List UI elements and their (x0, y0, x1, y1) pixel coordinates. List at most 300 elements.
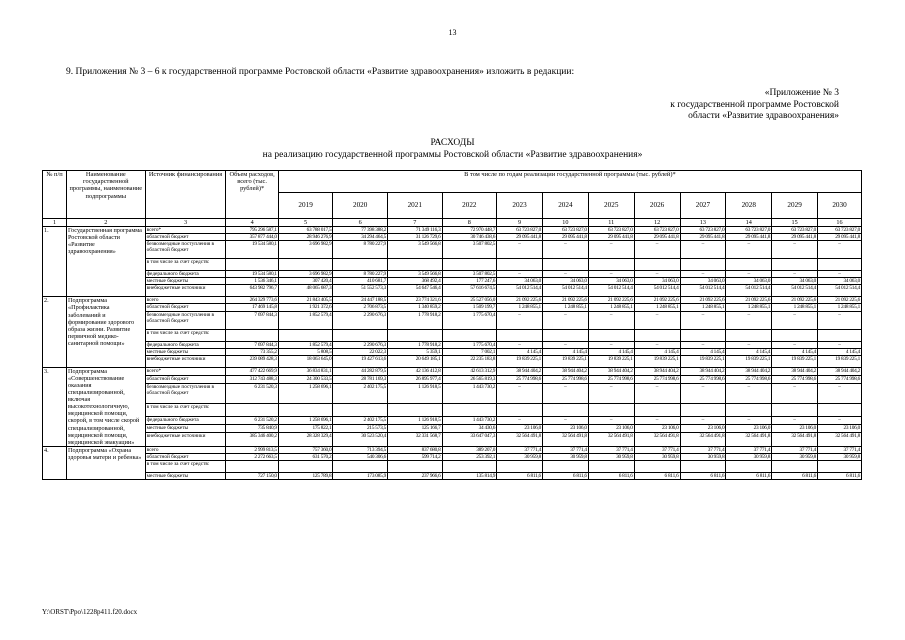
year-value: 19 839 225,1 (726, 355, 772, 367)
year-value (588, 329, 634, 341)
year-value: 33 647 047,3 (442, 433, 497, 447)
total-value (226, 329, 278, 341)
year-value: 26 565 819,3 (442, 375, 497, 383)
year-value: 37 771,4 (772, 446, 818, 453)
total-value: 1 536 346,1 (226, 278, 278, 285)
year-value: – (772, 341, 818, 348)
total-value: 19 534 580,1 (226, 271, 278, 278)
year-value: 54 012 514,4 (542, 285, 588, 297)
year-value: 25 774 998,6 (818, 375, 862, 383)
year-value: 3 507 802,5 (442, 241, 497, 259)
year-value: 19 427 613,6 (333, 355, 388, 367)
page-number: 13 (448, 28, 457, 37)
year-value: – (680, 417, 726, 425)
year-value (726, 460, 772, 472)
year-value: – (772, 271, 818, 278)
row-number: 2. (43, 297, 67, 367)
total-value: 19 534 580,1 (226, 241, 278, 259)
year-value: 837 680,8 (387, 446, 442, 453)
header-years-group: В том числе по годам реализации государственной программы (тыс. рублей)* (278, 171, 861, 193)
year-value: – (818, 311, 862, 329)
header-year-2022: 2022 (442, 193, 497, 219)
year-value: 30 959,8 (772, 453, 818, 460)
year-value (333, 259, 388, 271)
year-value: 38 944 404,2 (588, 367, 634, 375)
year-value: 1 852 579,4 (278, 341, 333, 348)
year-value: 63 723 827,0 (497, 227, 543, 234)
year-value (772, 259, 818, 271)
year-value: 215 573,5 (333, 425, 388, 433)
year-value: 54 012 514,4 (818, 285, 862, 297)
row-number: 3. (43, 367, 67, 446)
year-value: 38 944 404,2 (497, 367, 543, 375)
total-value (226, 259, 278, 271)
year-value: 30 959,8 (680, 453, 726, 460)
expenses-table (42, 170, 862, 480)
header-year-2029: 2029 (772, 193, 818, 219)
table-row (43, 472, 862, 479)
year-value: – (588, 417, 634, 425)
year-value: 63 723 827,0 (634, 227, 680, 234)
year-value: 54 012 514,4 (634, 285, 680, 297)
funding-source: внебюджетные источники (145, 285, 226, 297)
year-value: 29 095 441,8 (497, 234, 543, 241)
year-value: 37 771,4 (497, 446, 543, 453)
year-value (333, 329, 388, 341)
year-value: 25 774 998,6 (588, 375, 634, 383)
table-row (43, 375, 862, 383)
year-value: 18 063 645,0 (278, 355, 333, 367)
column-number: 1 (43, 219, 67, 227)
year-value: 23 106,0 (497, 425, 543, 433)
row-number: 4. (43, 446, 67, 479)
year-value (634, 329, 680, 341)
year-value (818, 460, 862, 472)
year-value: 31 126 729,6 (387, 234, 442, 241)
year-value: 540 306,6 (333, 453, 388, 460)
year-value: 2 402 175,5 (333, 383, 388, 403)
year-value: 1 443 730,2 (442, 417, 497, 425)
year-value: 25 774 998,6 (772, 375, 818, 383)
year-value: – (726, 311, 772, 329)
year-value (772, 329, 818, 341)
table-row (43, 417, 862, 425)
column-number: 6 (333, 219, 388, 227)
year-value: 37 771,4 (588, 446, 634, 453)
table-row (43, 311, 862, 329)
year-value (442, 259, 497, 271)
year-value (387, 460, 442, 472)
year-value: 24 300 533,5 (278, 375, 333, 383)
table-row (43, 446, 862, 453)
year-value: 2 290 676,3 (333, 341, 388, 348)
year-value: 368 492,4 (387, 278, 442, 285)
header-year-2025: 2025 (588, 193, 634, 219)
total-value (226, 460, 278, 472)
year-value: 1 340 859,2 (387, 304, 442, 311)
table-row (43, 367, 862, 375)
year-value: 631 570,2 (278, 453, 333, 460)
year-value: 19 839 225,1 (497, 355, 543, 367)
year-value (542, 403, 588, 416)
column-number: 14 (726, 219, 772, 227)
year-value: 32 564 491,8 (497, 433, 543, 447)
total-value: 312 743 488,3 (226, 375, 278, 383)
year-value: 1 775 670,4 (442, 341, 497, 348)
year-value: – (497, 241, 543, 259)
year-value: 23 106,0 (588, 425, 634, 433)
year-value: 237 966,6 (387, 472, 442, 479)
year-value: – (588, 271, 634, 278)
year-value: – (726, 383, 772, 403)
funding-source: федерального бюджета (145, 271, 226, 278)
column-number: 8 (442, 219, 497, 227)
total-value: 795 296 587,1 (226, 227, 278, 234)
year-value: 125 789,8 (278, 472, 333, 479)
year-value: 8 780 227,9 (333, 271, 388, 278)
year-value: 1 778 918,2 (387, 341, 442, 348)
year-value (497, 460, 543, 472)
year-value: 72 970 448,7 (442, 227, 497, 234)
year-value (634, 259, 680, 271)
year-value: 1 248 855,1 (542, 304, 588, 311)
year-value: 4 145,4 (772, 348, 818, 355)
year-value: 1 248 855,1 (818, 304, 862, 311)
year-value: 32 564 491,8 (634, 433, 680, 447)
year-value: 4 145,4 (542, 348, 588, 355)
year-value (442, 329, 497, 341)
total-value: 6 231 520,3 (226, 383, 278, 403)
year-value: 1 258 696,1 (278, 383, 333, 403)
year-value (542, 259, 588, 271)
funding-source: в том числе за счет средств: (145, 460, 226, 472)
year-value: 6 811,6 (588, 472, 634, 479)
year-value: – (772, 417, 818, 425)
year-value: 1 852 579,4 (278, 311, 333, 329)
year-value: – (818, 271, 862, 278)
total-value (226, 403, 278, 416)
table-row (43, 425, 862, 433)
column-number: 13 (680, 219, 726, 227)
header-year-2023: 2023 (497, 193, 543, 219)
column-number: 5 (278, 219, 333, 227)
year-value: 54 647 546,4 (387, 285, 442, 297)
year-value: 24 447 188,5 (333, 297, 388, 304)
year-value: 23 106,0 (542, 425, 588, 433)
funding-source: местные бюджеты (145, 425, 226, 433)
year-value: 23 106,0 (680, 425, 726, 433)
year-value (588, 460, 634, 472)
year-value: 389 207,0 (442, 446, 497, 453)
year-value: 1 775 670,4 (442, 311, 497, 329)
year-value: – (542, 341, 588, 348)
year-value: 32 564 491,8 (726, 433, 772, 447)
year-value: 37 771,4 (634, 446, 680, 453)
year-value: – (680, 311, 726, 329)
total-value: 727 150,0 (226, 472, 278, 479)
year-value: 25 774 998,6 (497, 375, 543, 383)
year-value: – (726, 271, 772, 278)
year-value: 757 360,0 (278, 446, 333, 453)
year-value: 21 092 225,6 (634, 297, 680, 304)
year-value: 25 774 998,6 (542, 375, 588, 383)
year-value: 173 085,9 (333, 472, 388, 479)
year-value: 1 248 855,1 (634, 304, 680, 311)
intro-text: 9. Приложения № 3 – 6 к государственной программе Ростовской области «Развитие здравоохранения» изложить в редакции: (66, 67, 575, 77)
total-value: 735 840,9 (226, 425, 278, 433)
year-value: 29 095 441,8 (772, 234, 818, 241)
year-value (772, 460, 818, 472)
column-number: 3 (145, 219, 226, 227)
column-number: 12 (634, 219, 680, 227)
header-year-2030: 2030 (818, 193, 862, 219)
table-row (43, 355, 862, 367)
funding-source: всего (145, 446, 226, 453)
program-name: Подпрограмма «Профилактика заболеваний и формирование здорового образа жизни. Развитие первичной медико-санитарной помощи» (67, 297, 146, 367)
year-value: 23 106,0 (818, 425, 862, 433)
year-value: 1 921 372,6 (278, 304, 333, 311)
year-value: 44 282 879,5 (333, 367, 388, 375)
year-value: – (634, 271, 680, 278)
year-value: – (634, 311, 680, 329)
year-value: 175 822,1 (278, 425, 333, 433)
year-value: – (680, 341, 726, 348)
year-value: 19 839 225,1 (772, 355, 818, 367)
funding-source: областной бюджет (145, 375, 226, 383)
year-value: 38 944 404,2 (726, 367, 772, 375)
year-value: – (497, 417, 543, 425)
funding-source: безвозмездные поступления в областной бюджет (145, 241, 226, 259)
table-row (43, 304, 862, 311)
year-value (442, 403, 497, 416)
year-value: – (497, 383, 543, 403)
year-value: 1 248 855,1 (497, 304, 543, 311)
funding-source: внебюджетные источники (145, 355, 226, 367)
year-value: 30 959,8 (497, 453, 543, 460)
year-value: 34 063,0 (634, 278, 680, 285)
year-value: – (588, 341, 634, 348)
year-value: 6 811,6 (542, 472, 588, 479)
year-value: 23 774 321,6 (387, 297, 442, 304)
column-number: 16 (818, 219, 862, 227)
year-value: 29 095 441,8 (680, 234, 726, 241)
year-value: 3 696 982,9 (278, 271, 333, 278)
year-value: 30 959,8 (634, 453, 680, 460)
total-value: 385 346 400,2 (226, 433, 278, 447)
year-value: – (542, 271, 588, 278)
year-value (387, 259, 442, 271)
year-value: 135 814,9 (442, 472, 497, 479)
year-value: – (772, 241, 818, 259)
year-value: 1 248 855,1 (726, 304, 772, 311)
year-value: – (726, 341, 772, 348)
total-value: 477 422 669,9 (226, 367, 278, 375)
year-value: 36 834 831,1 (278, 367, 333, 375)
year-value: 253 392,1 (442, 453, 497, 460)
year-value: 19 839 225,1 (680, 355, 726, 367)
year-value: 37 771,4 (542, 446, 588, 453)
year-value (588, 259, 634, 271)
year-value: – (588, 241, 634, 259)
year-value (497, 403, 543, 416)
funding-source: всего* (145, 367, 226, 375)
year-value: 19 839 225,1 (818, 355, 862, 367)
total-value: 357 877 444,0 (226, 234, 278, 241)
year-value: 38 944 404,2 (772, 367, 818, 375)
year-value (497, 259, 543, 271)
year-value: 34 063,0 (726, 278, 772, 285)
year-value: 410 681,7 (333, 278, 388, 285)
year-value (772, 403, 818, 416)
header-year-2027: 2027 (680, 193, 726, 219)
year-value: 6 811,6 (772, 472, 818, 479)
title-line-1: РАСХОДЫ (430, 138, 475, 148)
year-value: – (818, 417, 862, 425)
year-value (818, 329, 862, 341)
year-value (680, 329, 726, 341)
funding-source: безвозмездные поступления в областной бюджет (145, 311, 226, 329)
year-value (680, 259, 726, 271)
funding-source: областной бюджет (145, 453, 226, 460)
year-value: 4 145,4 (726, 348, 772, 355)
year-value: 38 944 404,2 (542, 367, 588, 375)
year-value: 6 811,6 (680, 472, 726, 479)
year-value: 21 092 225,6 (772, 297, 818, 304)
appendix-line-1: «Приложение № 3 (764, 88, 839, 98)
total-value: 73 355,2 (226, 348, 278, 355)
year-value: – (542, 241, 588, 259)
year-value: 2 402 175,5 (333, 417, 388, 425)
year-value: 63 723 827,0 (588, 227, 634, 234)
year-value: 7 002,1 (442, 348, 497, 355)
year-value: 21 092 225,6 (680, 297, 726, 304)
year-value: 30 959,8 (588, 453, 634, 460)
year-value: 21 092 225,6 (818, 297, 862, 304)
year-value: 54 012 514,4 (588, 285, 634, 297)
year-value: 1 126 918,5 (387, 383, 442, 403)
year-value: 29 095 441,8 (588, 234, 634, 241)
year-value: 30 746 438,6 (442, 234, 497, 241)
year-value: 23 106,0 (634, 425, 680, 433)
row-number: 1. (43, 227, 67, 297)
year-value: 3 549 566,8 (387, 271, 442, 278)
year-value (278, 259, 333, 271)
year-value: 25 774 998,6 (726, 375, 772, 383)
table-row (43, 348, 862, 355)
program-name: Государственная программа Ростовской области «Развитие здравоохранения» (67, 227, 146, 297)
total-value: 6 231 520,2 (226, 417, 278, 425)
year-value: 71 349 116,3 (387, 227, 442, 234)
year-value: – (726, 417, 772, 425)
year-value: 19 839 225,1 (588, 355, 634, 367)
year-value: 177 247,6 (442, 278, 497, 285)
year-value: – (818, 341, 862, 348)
header-year-2021: 2021 (387, 193, 442, 219)
year-value: 25 774 998,6 (634, 375, 680, 383)
header-total: Объем расходов, всего (тыс. рублей)* (226, 171, 278, 219)
year-value: 1 443 730,2 (442, 383, 497, 403)
year-value: 30 959,8 (818, 453, 862, 460)
year-value: 32 564 491,8 (818, 433, 862, 447)
year-value: 30 959,8 (726, 453, 772, 460)
year-value: 1 509 199,7 (442, 304, 497, 311)
table-row (43, 285, 862, 297)
year-value (634, 460, 680, 472)
column-number: 11 (588, 219, 634, 227)
year-value (542, 329, 588, 341)
year-value: 4 145,4 (634, 348, 680, 355)
year-value: 54 012 514,4 (772, 285, 818, 297)
total-value: 17 469 145,8 (226, 304, 278, 311)
column-number: 10 (542, 219, 588, 227)
year-value: 34 063,0 (772, 278, 818, 285)
year-value: 5 808,5 (278, 348, 333, 355)
document-title (0, 138, 905, 161)
year-value: 6 811,6 (497, 472, 543, 479)
year-value: 19 839 225,1 (542, 355, 588, 367)
header-year-2028: 2028 (726, 193, 772, 219)
year-value: 4 145,4 (588, 348, 634, 355)
year-value: 32 564 491,8 (772, 433, 818, 447)
year-value (634, 403, 680, 416)
year-value: 63 723 827,0 (680, 227, 726, 234)
funding-source: областной бюджет (145, 304, 226, 311)
table-row (43, 271, 862, 278)
year-value: 28 781 169,3 (333, 375, 388, 383)
total-value: 643 982 796,7 (226, 285, 278, 297)
funding-source: всего* (145, 227, 226, 234)
year-value: 25 774 998,6 (680, 375, 726, 383)
header-year-2026: 2026 (634, 193, 680, 219)
year-value: – (818, 383, 862, 403)
year-value (387, 403, 442, 416)
year-value: 20 649 185,1 (387, 355, 442, 367)
appendix-line-2: к государственной программе Ростовской (670, 99, 839, 110)
year-value: – (542, 311, 588, 329)
funding-source: в том числе за счет средств: (145, 259, 226, 271)
year-value (588, 403, 634, 416)
header-year-2024: 2024 (542, 193, 588, 219)
total-value: 264 329 773,6 (226, 297, 278, 304)
table-row (43, 234, 862, 241)
year-value: – (726, 241, 772, 259)
appendix-line-3: области «Развитие здравоохранения» (688, 111, 839, 121)
year-value: – (497, 311, 543, 329)
funding-source: в том числе за счет средств: (145, 329, 226, 341)
year-value: 21 092 225,6 (542, 297, 588, 304)
year-value: 34 063,0 (542, 278, 588, 285)
header-name: Наименование государственной программы, наименование подпрограммы (67, 171, 146, 219)
year-value: 29 095 441,8 (542, 234, 588, 241)
footer-file-path: Y:\ORST\Ppo\1228p411.f20.docx (42, 608, 138, 616)
funding-source: безвозмездные поступления в областной бюджет (145, 383, 226, 403)
year-value: – (588, 311, 634, 329)
year-value: 22 022,3 (333, 348, 388, 355)
total-value: 239 089 428,3 (226, 355, 278, 367)
year-value (497, 329, 543, 341)
year-value (333, 403, 388, 416)
year-value: 21 092 225,6 (588, 297, 634, 304)
table-row (43, 453, 862, 460)
column-number: 2 (67, 219, 146, 227)
year-value: 1 248 855,1 (772, 304, 818, 311)
year-value: – (680, 241, 726, 259)
year-value: 42 136 412,8 (387, 367, 442, 375)
total-value: 7 697 844,3 (226, 341, 278, 348)
year-value: – (680, 383, 726, 403)
year-value: 23 106,0 (772, 425, 818, 433)
year-value (818, 403, 862, 416)
